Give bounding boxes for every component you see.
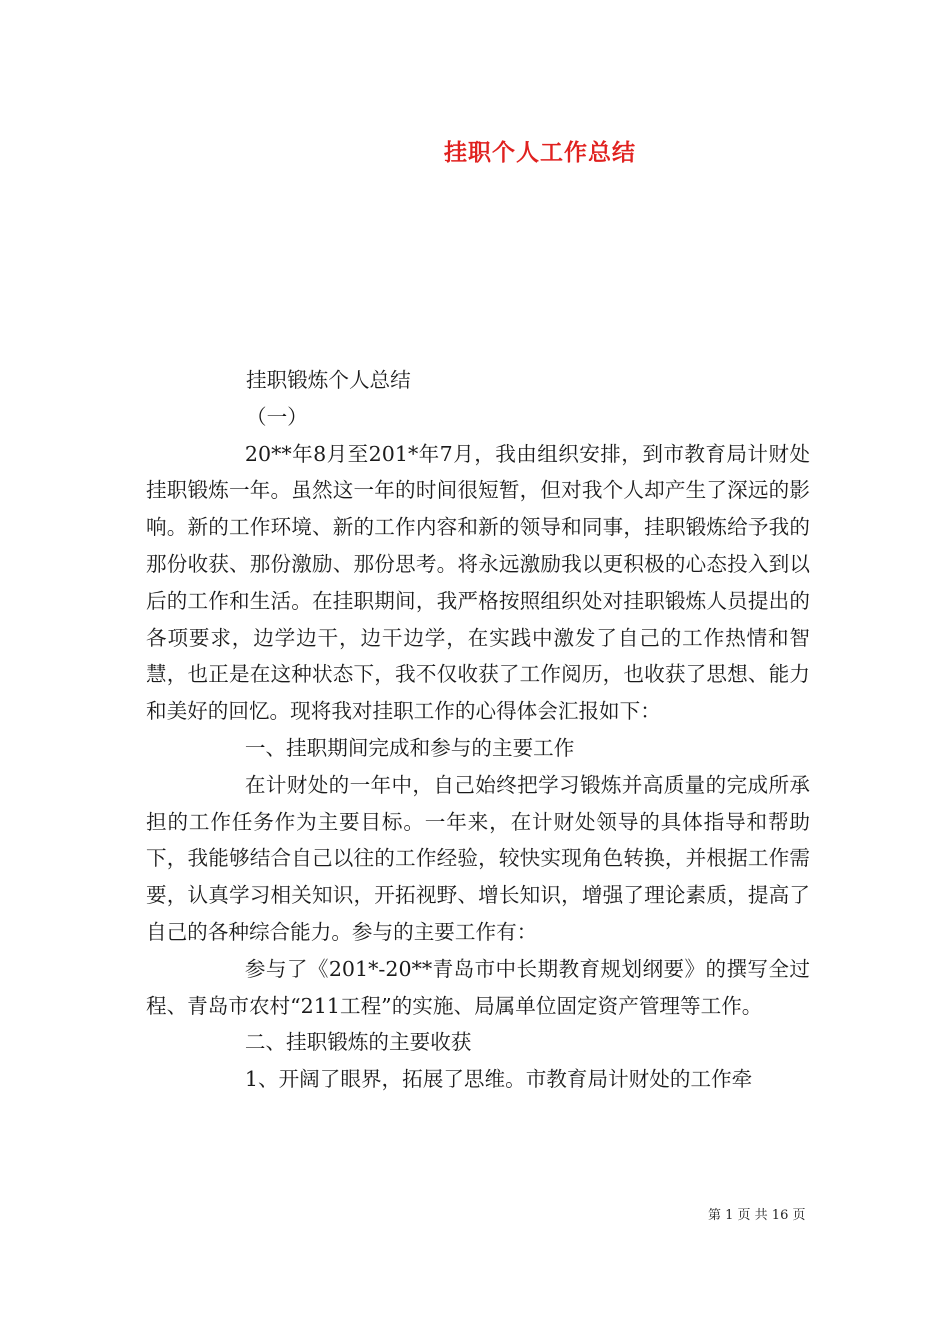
section-heading-1: 一、挂职期间完成和参与的主要工作 [244,735,575,760]
body-paragraph-1: 20**年8月至201*年7月，我由组织安排，到市教育局计财处挂职锻炼一年。虽然这一年的时间很短暂，但对我个人却产生了深远的影响。新的工作环境、新的工作内容和新的领导和同事，挂职锻炼给予我的那份收获、那份激励、那份思考。将永远激励我以更积极的心态投入到以后的工作和生活。在挂职期间，我严格按照组织处对挂职锻炼人员提出的各项要求，边学边干，边干边学，在实践中激发了自己的工作热情和智慧，也正是在这种状态下，我不仅收获了工作阅历，也收获了思想、能力和美好的回忆。现将我对挂职工作的心得体会汇报如下： [146,441,810,724]
document-body [146,362,810,1098]
section-heading-2: 二、挂职锻炼的主要收获 [244,1030,472,1055]
document-subtitle: 挂职锻炼个人总结 [246,368,411,392]
page-number: 第 1 页 共 16 页 [708,1208,806,1223]
body-paragraph-3: 参与了《201*-20**青岛市中长期教育规划纲要》的撰写全过程、青岛市农村“211工程”的实施、局属单位固定资产管理等工作。 [146,956,810,1018]
section-marker: （一） [246,404,308,429]
body-paragraph-4: 1、开阔了眼界，拓展了思维。市教育局计财处的工作牵 [244,1067,753,1092]
document-title: 挂职个人工作总结 [444,139,636,166]
body-paragraph-2: 在计财处的一年中，自己始终把学习锻炼并高质量的完成所承担的工作任务作为主要目标。一年来，在计财处领导的具体指导和帮助下，我能够结合自己以往的工作经验，较快实现角色转换，并根据工作需要，认真学习相关知识，开拓视野、增长知识，增强了理论素质，提高了自己的各种综合能力。参与的主要工作有： [146,772,810,944]
